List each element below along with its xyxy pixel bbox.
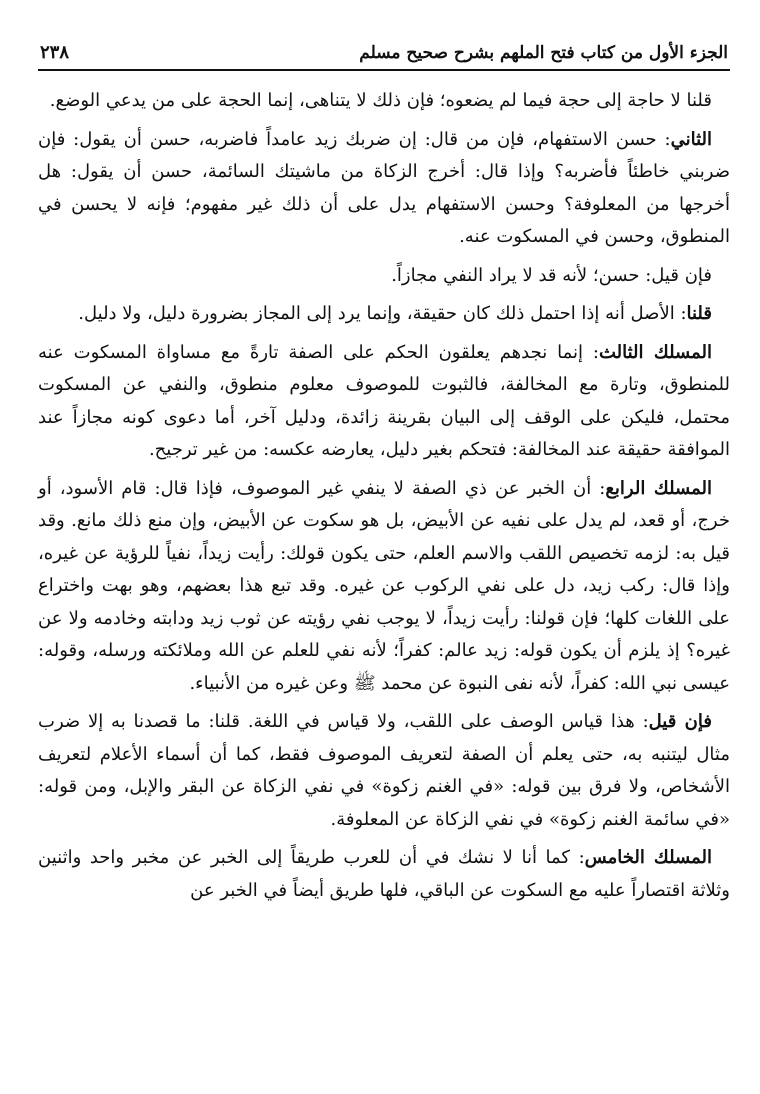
paragraph-text: : حسن الاستفهام، فإن من قال: إن ضربك زيد عامداً فاضربه، حسن أن يقول: فإن ضربني خاطئاً فأضربه؟ وإذا قال: أخرج الزكاة من ماشيتك السائمة، حسن أن يقول: هل أخرجها من المعلوفة؟ وحسن الاستفهام يدل على أن ذلك غير مفهوم؛ فإنه لا يحسن في المنطوق، وحسن في المسكوت عنه. bbox=[38, 128, 730, 247]
paragraph-1 bbox=[38, 85, 730, 118]
paragraph-text: : هذا قياس الوصف على اللقب، ولا قياس في اللغة. قلنا: ما قصدنا به إلا ضرب مثال ليتنبه به، حتى يعلم أن الصفة لتعريف الموصوف فقط، كما أن أسماء الأعلام لتعريف الأشخاص، ولا فرق بين قوله: «في الغنم زكوة» في نفي الزكاة عن البقر والإبل، ومن قوله: «في سائمة الغنم زكوة» في نفي الزكاة عن المعلوفة. bbox=[38, 711, 730, 830]
book-page bbox=[38, 40, 730, 913]
book-title: الجزء الأول من كتاب فتح الملهم بشرح صحيح مسلم bbox=[359, 43, 728, 63]
paragraph-lead: الثاني bbox=[670, 128, 712, 150]
paragraph-6 bbox=[38, 473, 730, 701]
paragraph-text: : كما أنا لا نشك في أن للعرب طريقاً إلى الخبر عن مخبر واحد واثنين وثلاثة اقتصاراً عليه مع السكوت عن الباقي، فلها طريق أيضاً في الخبر عن bbox=[38, 847, 730, 901]
paragraph-lead: المسلك الثالث bbox=[598, 341, 712, 363]
paragraph-text: قلنا لا حاجة إلى حجة فيما لم يضعوه؛ فإن ذلك لا يتناهى، إنما الحجة على من يدعي الوضع. bbox=[49, 90, 712, 111]
paragraph-4 bbox=[38, 298, 730, 331]
paragraph-lead: المسلك الخامس bbox=[584, 847, 713, 868]
paragraph-lead: المسلك الرابع bbox=[605, 477, 713, 499]
paragraph-text: : أن الخبر عن ذي الصفة لا ينفي غير الموصوف، فإذا قال: قام الأسود، أو خرج، أو قعد، لم يدل على نفيه عن الأبيض، بل هو سكوت عن الأبيض، وإن منع ذلك مانع. وقد قيل به: لزمه تخصيص اللقب والاسم العلم، حتى يكون قولك: رأيت زيداً، نفياً للرؤية عن غيره، وإذا قال: ركب زيد، دل على نفي الركوب عن غيره. وقد تبع هذا بعضهم، وهو بهت واختراع على اللغات كلها؛ فإن قولنا: رأيت زيداً، لا يوجب نفي رؤيته عن ثوب زيد ودابته وخادمه ولا عن غيره؟ إذ يلزم أن يكون قوله: زيد عالم: كفراً؛ لأنه نفي للعلم عن الله وملائكته ورسله، وقوله: عيسى نبي الله: كفراً، لأنه نفى النبوة عن محمد ﷺ وعن غيره من الأنبياء. bbox=[38, 477, 730, 694]
running-header bbox=[38, 40, 730, 69]
paragraph-lead: فإن قيل bbox=[648, 711, 712, 732]
paragraph-3 bbox=[38, 260, 730, 293]
header-rule bbox=[38, 69, 730, 71]
paragraph-text: فإن قيل: حسن؛ لأنه قد لا يراد النفي مجازاً. bbox=[391, 264, 712, 286]
paragraph-5 bbox=[38, 337, 730, 467]
page-number: ٢٣٨ bbox=[40, 42, 70, 63]
paragraph-text: : إنما نجدهم يعلقون الحكم على الصفة تارةً مع مساواة المسكوت عنه للمنطوق، وتارة مع المخالفة، فالثبوت للموصوف معلوم منطوق، والنفي عن المسكوت محتمل، فليكن على الوقف إلى البيان بقرينة زائدة، ودليل آخر، أما دعوى كونه مجازاً عند الموافقة حقيقة عند المخالفة: فتحكم بغير دليل، يعارضه عكسه: من غير ترجيح. bbox=[38, 341, 730, 460]
paragraph-8 bbox=[38, 842, 730, 907]
page-body bbox=[38, 85, 730, 907]
paragraph-lead: قلنا bbox=[686, 303, 712, 324]
paragraph-2 bbox=[38, 124, 730, 254]
paragraph-text: : الأصل أنه إذا احتمل ذلك كان حقيقة، وإنما يرد إلى المجاز بضرورة دليل، ولا دليل. bbox=[78, 303, 687, 324]
paragraph-7 bbox=[38, 706, 730, 836]
